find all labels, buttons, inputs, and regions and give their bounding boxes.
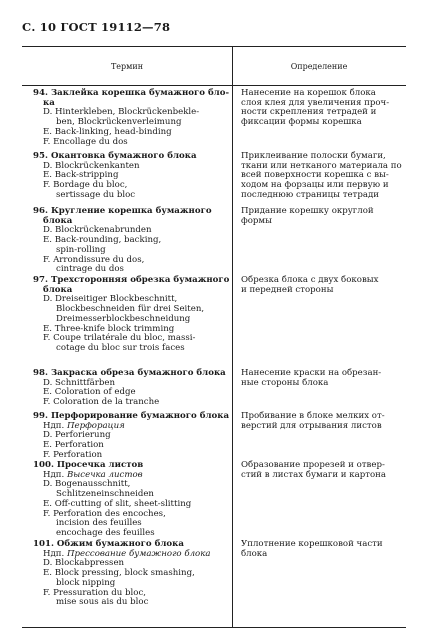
term-line: E. Off-cutting of slit, sheet-slitting — [43, 498, 192, 509]
definition-line: последнюю страницы тетради — [241, 189, 379, 200]
page-header: С. 10 ГОСТ 19112—78 — [22, 20, 171, 34]
term-line: block nipping — [56, 577, 116, 588]
term-line: F. Arrondissure du dos, — [43, 254, 145, 265]
term-entry — [33, 369, 228, 408]
term-line: Blockbeschneiden für drei Seiten, — [56, 304, 205, 315]
terms-table — [22, 46, 406, 628]
term-line: spin-rolling — [56, 244, 106, 255]
definition-line: Образование прорезей и отвер- — [241, 460, 385, 470]
term-line: F. Pressuration du bloc, — [43, 587, 147, 598]
term-entry — [33, 276, 228, 354]
definition-entry — [241, 461, 399, 480]
term-line: encochage des feuilles — [56, 527, 155, 538]
definition-line: всей поверхности корешка с вы- — [241, 170, 389, 181]
term-line: Schlitzeneinschneiden — [56, 489, 154, 500]
term-line: E. Perforation — [43, 440, 104, 451]
definition-line: блока — [241, 548, 268, 559]
term-line: 97. Трехсторонняя обрезка бумажного — [33, 275, 230, 285]
term-line: F. Bordage du bloc, — [43, 180, 128, 191]
definition-entry — [241, 151, 402, 201]
definition-line: Придание корешку округлой — [241, 206, 374, 216]
term-line: блока — [43, 215, 73, 226]
definition-line: Приклеивание полоски бумаги, — [241, 151, 386, 161]
term-line: E. Block pressing, block smashing, — [43, 568, 195, 579]
column-header-definition: Определение — [232, 47, 406, 86]
term-line: mise sous ais du bloc — [56, 597, 149, 608]
term-line: cintrage du dos — [56, 264, 124, 275]
term-line: 101. Обжим бумажного блока — [33, 539, 184, 549]
definition-line: Обрезка блока с двух боковых — [241, 275, 379, 285]
term-line: incision des feuilles — [56, 518, 142, 529]
term-line: D. Schnittfärben — [43, 377, 116, 388]
term-line: D. Blockabpressen — [43, 558, 125, 569]
term-line: E. Three-knife block trimming — [43, 323, 175, 334]
definition-line: Пробивание в блоке мелких от- — [241, 411, 385, 421]
definition-line: Нанесение краски на обрезан- — [241, 368, 382, 378]
definition-line: верстий для отрывания листов — [241, 420, 382, 431]
definition-line: Уплотнение корешковой части — [241, 539, 383, 549]
term-line: cotage du bloc sur trois faces — [56, 342, 185, 353]
term-entry — [33, 89, 228, 147]
term-line: 99. Перфорирование бумажного блока — [33, 411, 230, 421]
column-header-terms: Термин — [22, 47, 232, 86]
term-entry — [33, 412, 228, 461]
term-line: блока — [43, 284, 73, 295]
definition-line: формы — [241, 215, 272, 226]
term-line: sertissage du bloc — [56, 189, 136, 200]
definition-line: ткани или нетканого материала по — [241, 160, 402, 171]
term-entry — [33, 152, 228, 201]
term-line: D. Blockrückenkanten — [43, 160, 140, 171]
definition-line: и передней стороны — [241, 284, 334, 295]
definition-line: ные стороны блока — [241, 377, 329, 388]
column-divider — [232, 47, 233, 627]
term-line: D. Perforierung — [43, 430, 111, 441]
term-line: 94. Заклейка корешка бумажного бло- — [33, 88, 230, 98]
term-entry — [33, 207, 228, 275]
term-line: F. Perforation — [43, 449, 103, 460]
term-line: ben, Blockrückenverleimung — [56, 117, 182, 128]
definition-entry — [241, 276, 399, 295]
definition-line: слоя клея для увеличения проч- — [241, 97, 390, 108]
term-line: F. Coupe trilatérale du bloc, massi- — [43, 333, 196, 344]
term-line: F. Coloration de la tranche — [43, 397, 160, 408]
term-line: 96. Кругление корешка бумажного — [33, 206, 212, 216]
term-line: 98. Закраска обреза бумажного блока — [33, 368, 226, 378]
term-line: F. Perforation des encoches, — [43, 508, 166, 519]
term-line: D. Bogenausschnitt, — [43, 479, 131, 490]
term-line: E. Back-linking, head-binding — [43, 126, 172, 137]
term-line: 100. Просечка листов — [33, 460, 144, 470]
term-line: ка — [43, 97, 55, 108]
term-line: E. Coloration of edge — [43, 387, 136, 398]
definition-line: фиксации формы корешка — [241, 117, 362, 128]
definition-entry — [241, 540, 399, 559]
term-line: F. Encollage du dos — [43, 136, 128, 147]
term-line: E. Back-stripping — [43, 170, 119, 181]
term-line: D. Blockrückenabrunden — [43, 225, 152, 236]
definition-entry — [241, 369, 399, 388]
term-line: Ндп. Прессование бумажного блока — [43, 548, 211, 559]
definition-entry — [241, 89, 399, 128]
term-line: Dreimesserblockbeschneidung — [56, 313, 191, 324]
definition-line: ности скрепления тетрадей и — [241, 107, 377, 118]
definition-line: ходом на форзацы или первую и — [241, 180, 389, 191]
definition-line: Нанесение на корешок блока — [241, 88, 376, 98]
term-line: E. Back-rounding, backing, — [43, 235, 162, 246]
term-entry — [33, 461, 228, 539]
term-line: 95. Окантовка бумажного блока — [33, 151, 197, 161]
term-line: D. Dreiseitiger Blockbeschnitt, — [43, 294, 178, 305]
definition-entry — [241, 412, 399, 431]
term-line: D. Hinterkleben, Blockrückenbekle- — [43, 107, 200, 118]
definition-entry — [241, 207, 399, 226]
definition-line: стий в листах бумаги и картона — [241, 469, 387, 480]
term-line: Ндп. Перфорация — [43, 420, 125, 431]
term-entry — [33, 540, 228, 608]
term-line: Ндп. Высечка листов — [43, 469, 143, 480]
